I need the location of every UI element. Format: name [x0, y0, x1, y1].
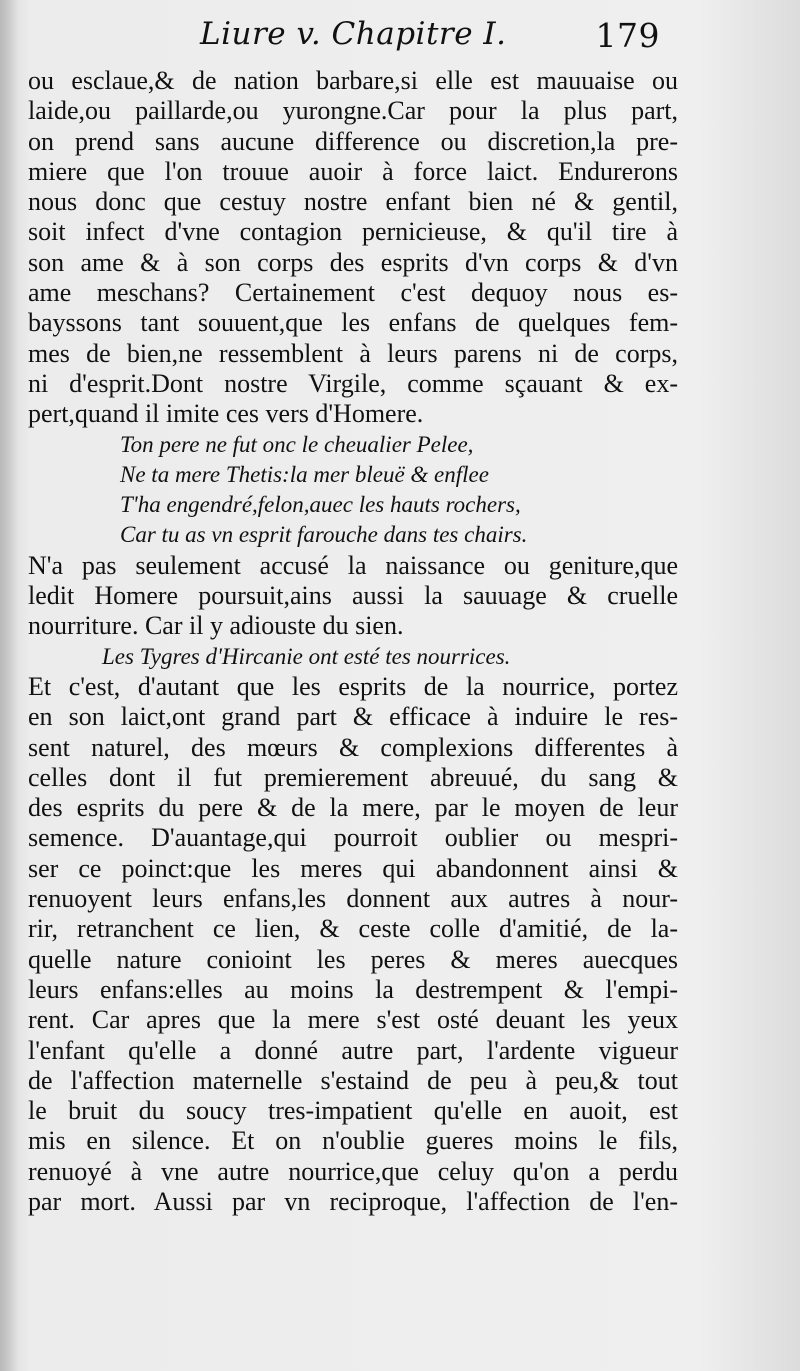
text-line: sent naturel, des mœurs & complexions differentes à	[28, 732, 678, 762]
text-line: leurs enfans:elles au moins la destrempent & l'empi-	[28, 974, 678, 1004]
text-line: ame meschans? Certainement c'est dequoy nous es-	[28, 278, 678, 308]
page-gutter-shadow	[0, 0, 18, 1371]
text-line: ou esclaue,& de nation barbare,si elle est mauuaise ou	[28, 66, 678, 95]
text-line: soit infect d'vne contagion pernicieuse, & qu'il tire à	[28, 217, 678, 247]
text-line: mis en silence. Et on n'oublie gueres moins le fils,	[28, 1126, 678, 1156]
page-body	[28, 66, 678, 1217]
text-line: rent. Car apres que la mere s'est osté deuant les yeux	[28, 1005, 678, 1035]
text-line: renuoyent leurs enfans,les donnent aux autres à nour-	[28, 884, 678, 914]
text-line: quelle nature conioint les peres & meres auecques	[28, 944, 678, 974]
text-line: par mort. Aussi par vn reciproque, l'affection de l'en-	[28, 1186, 678, 1216]
verse-line: Car tu as vn esprit farouche dans tes chairs.	[120, 522, 528, 548]
text-line: Et c'est, d'autant que les esprits de la nourrice, portez	[28, 671, 678, 701]
text-line: son ame & à son corps des esprits d'vn corps & d'vn	[28, 247, 678, 277]
text-line: nourriture. Car il y adiouste du sien.	[28, 611, 404, 641]
text-line: ledit Homere poursuit,ains aussi la sauuage & cruelle	[28, 581, 678, 611]
text-line: nous donc que cestuy nostre enfant bien né & gentil,	[28, 187, 678, 217]
text-line: des esprits du pere & de la mere, par le moyen de leur	[28, 793, 678, 823]
text-line: ni d'esprit.Dont nostre Virgile, comme sçauant & ex-	[28, 368, 678, 398]
text-line: en son laict,ont grand part & efficace à induire le res-	[28, 702, 678, 732]
verse-line: Ne ta mere Thetis:la mer bleuë & enflee	[120, 461, 489, 487]
verse-line: T'ha engendré,felon,auec les hauts rochers,	[120, 492, 521, 518]
text-line: ser ce poinct:que les meres qui abandonnent ainsi &	[28, 853, 678, 883]
text-line: mes de bien,ne ressemblent à leurs parens ni de corps,	[28, 338, 678, 368]
text-line: N'a pas seulement accusé la naissance ou geniture,que	[28, 550, 678, 580]
quote-line: Les Tygres d'Hircanie ont esté tes nourrices.	[102, 643, 511, 669]
text-line: de l'affection maternelle s'estaind de peu à peu,& tout	[28, 1065, 678, 1095]
text-line: renuoyé à vne autre nourrice,que celuy qu'on a perdu	[28, 1156, 678, 1186]
text-line: laide,ou paillarde,ou yurongne.Car pour la plus part,	[28, 96, 678, 126]
text-line: semence. D'auantage,qui pourroit oublier ou mespri-	[28, 823, 678, 853]
page-number: 179	[595, 16, 660, 55]
text-line: celles dont il fut premierement abreuué, du sang &	[28, 762, 678, 792]
running-title: Liure v. Chapitre I.	[200, 16, 507, 52]
verse-line: Ton pere ne fut onc le cheualier Pelee,	[120, 431, 474, 457]
text-line: pert,quand il imite ces vers d'Homere.	[28, 399, 424, 429]
text-line: l'enfant qu'elle a donné autre part, l'ardente vigueur	[28, 1035, 678, 1065]
running-header	[200, 12, 660, 62]
text-line: rir, retranchent ce lien, & ceste colle d'amitié, de la-	[28, 914, 678, 944]
text-line: on prend sans aucune difference ou discretion,la pre-	[28, 126, 678, 156]
text-line: miere que l'on trouue auoir à force laict. Endurerons	[28, 156, 678, 186]
text-line: le bruit du soucy tres-impatient qu'elle en auoit, est	[28, 1096, 678, 1126]
text-line: bayssons tant souuent,que les enfans de quelques fem-	[28, 308, 678, 338]
